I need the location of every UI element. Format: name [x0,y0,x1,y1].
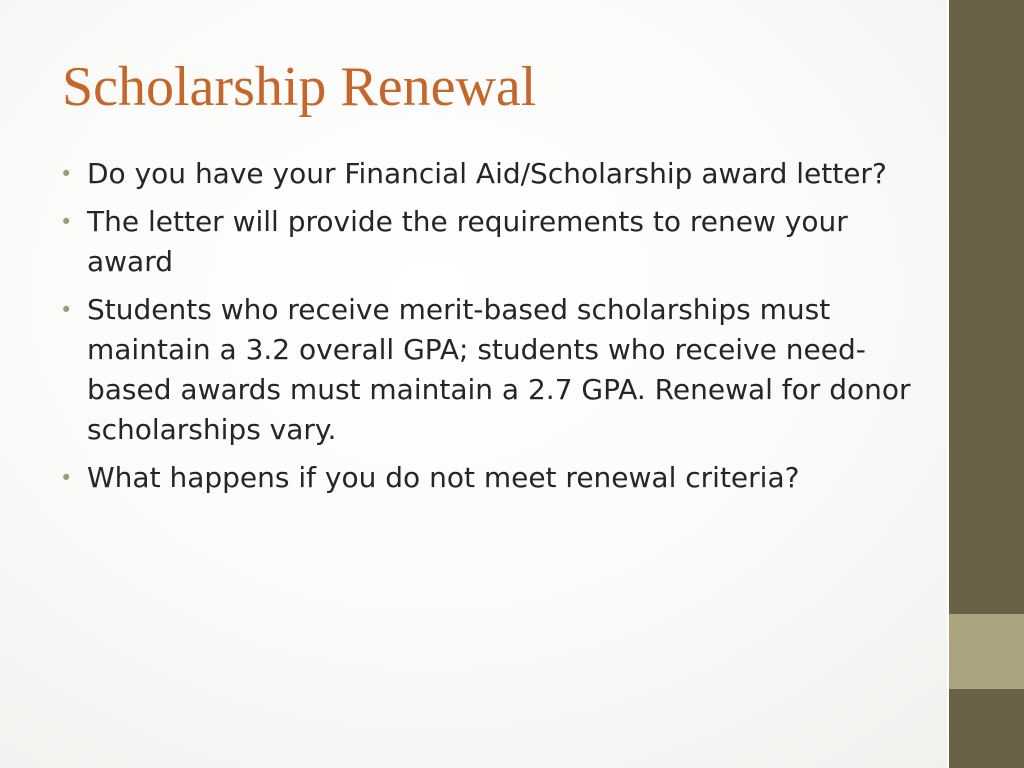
bullet-list [60,154,918,506]
bullet-item [60,458,918,498]
bullet-text: Do you have your Financial Aid/Scholarship award letter? [87,157,887,190]
bullet-marker: • [60,162,73,186]
bullet-marker: • [60,466,73,490]
decorative-side-accent [949,614,1024,689]
bullet-text: The letter will provide the requirements to renew your award [87,205,848,278]
bullet-item [60,202,918,282]
bullet-marker: • [60,298,73,322]
bullet-item [60,154,918,194]
bullet-text: What happens if you do not meet renewal criteria? [87,461,800,494]
bullet-marker: • [60,210,73,234]
bullet-item [60,290,918,450]
bullet-text: Students who receive merit-based scholarships must maintain a 3.2 overall GPA; students who receive need-based awards must maintain a 2.7 GPA. Renewal for donor scholarships vary. [87,293,911,446]
slide-title: Scholarship Renewal [62,56,537,118]
